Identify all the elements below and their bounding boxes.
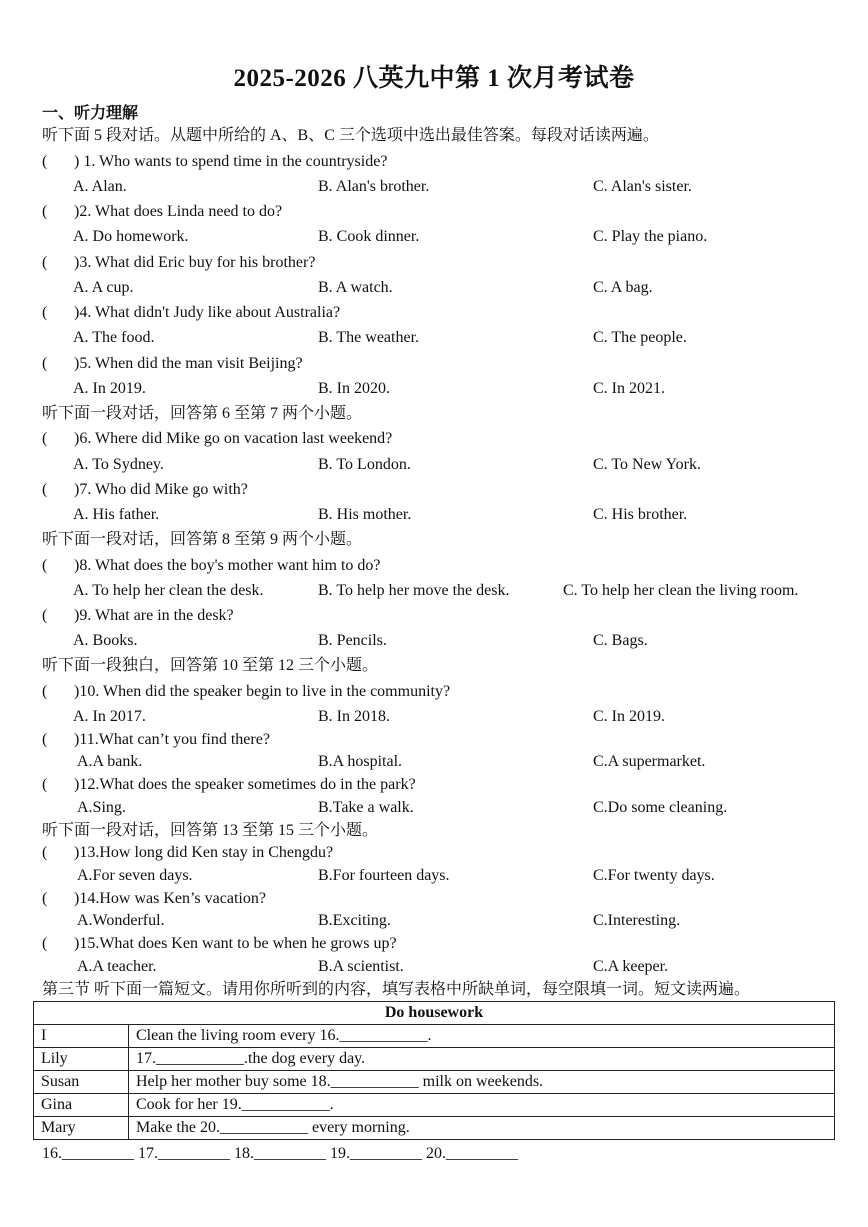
task-text: Cook for her 19.___________. — [129, 1094, 835, 1117]
option-c: C.A keeper. — [593, 958, 669, 975]
answer-paren[interactable]: ( — [42, 304, 48, 321]
option-a: A.For seven days. — [77, 867, 193, 884]
question-10 — [42, 682, 450, 702]
person-name: Susan — [34, 1071, 129, 1094]
answer-paren[interactable]: ( — [42, 481, 48, 498]
answer-paren[interactable]: ( — [42, 890, 48, 907]
question-stem: )2. What does Linda need to do? — [74, 203, 283, 220]
question-12 — [42, 775, 416, 795]
answer-paren[interactable]: ( — [42, 355, 48, 372]
option-c: C. In 2019. — [593, 708, 665, 725]
task-text: Make the 20.___________ every morning. — [129, 1117, 835, 1140]
question-8 — [42, 556, 381, 576]
question-stem: )10. When did the speaker begin to live in the community? — [74, 683, 451, 700]
instruction-q13-15: 听下面一段对话，回答第 13 至第 15 三个小题。 — [42, 822, 379, 839]
question-stem: )8. What does the boy's mother want him to do? — [74, 557, 381, 574]
question-5 — [42, 354, 303, 374]
instruction-part1: 听下面 5 段对话。从题中所给的 A、B、C 三个选项中选出最佳答案。每段对话读两遍。 — [42, 127, 659, 144]
answer-paren[interactable]: ( — [42, 683, 48, 700]
table-row — [34, 1117, 835, 1140]
option-b: B. Alan's brother. — [318, 178, 430, 195]
answer-paren[interactable]: ( — [42, 844, 48, 861]
option-b: B. The weather. — [318, 329, 420, 346]
option-b: B. His mother. — [318, 506, 412, 523]
option-b: B.Take a walk. — [318, 799, 414, 816]
option-b: B. In 2020. — [318, 380, 390, 397]
option-b: B. Cook dinner. — [318, 228, 420, 245]
option-c: C. His brother. — [593, 506, 688, 523]
option-c: C. To help her clean the living room. — [563, 582, 799, 599]
option-a: A. His father. — [73, 506, 160, 523]
task-text: 17.___________.the dog every day. — [129, 1048, 835, 1071]
question-9 — [42, 606, 234, 626]
option-c: C. A bag. — [593, 279, 653, 296]
option-b: B. A watch. — [318, 279, 393, 296]
option-a: A. In 2019. — [73, 380, 146, 397]
question-14 — [42, 889, 266, 909]
option-a: A. To Sydney. — [73, 456, 164, 473]
question-stem: )3. What did Eric buy for his brother? — [74, 254, 316, 271]
question-stem: )6. Where did Mike go on vacation last weekend? — [74, 430, 393, 447]
option-c: C. In 2021. — [593, 380, 665, 397]
option-c: C.For twenty days. — [593, 867, 715, 884]
person-name: I — [34, 1025, 129, 1048]
table-row — [34, 1094, 835, 1117]
question-stem: )4. What didn't Judy like about Australia? — [74, 304, 341, 321]
option-b: B.For fourteen days. — [318, 867, 450, 884]
instruction-q6-7: 听下面一段对话，回答第 6 至第 7 两个小题。 — [42, 405, 363, 422]
option-c: C. Play the piano. — [593, 228, 708, 245]
person-name: Lily — [34, 1048, 129, 1071]
instruction-q8-9: 听下面一段对话，回答第 8 至第 9 两个小题。 — [42, 531, 363, 548]
task-text: Clean the living room every 16.___________. — [129, 1025, 835, 1048]
person-name: Mary — [34, 1117, 129, 1140]
option-c: C.A supermarket. — [593, 753, 706, 770]
answer-paren[interactable]: ( — [42, 731, 48, 748]
option-c: C. Bags. — [593, 632, 648, 649]
option-b: B. Pencils. — [318, 632, 387, 649]
question-stem: )7. Who did Mike go with? — [74, 481, 248, 498]
option-c: C.Do some cleaning. — [593, 799, 728, 816]
question-1 — [42, 152, 387, 172]
answer-paren[interactable]: ( — [42, 935, 48, 952]
table-row — [34, 1048, 835, 1071]
person-name: Gina — [34, 1094, 129, 1117]
question-stem: )13.How long did Ken stay in Chengdu? — [74, 844, 334, 861]
option-b: B. To London. — [318, 456, 411, 473]
option-b: B.A hospital. — [318, 753, 403, 770]
question-stem: )14.How was Ken’s vacation? — [74, 890, 266, 907]
option-b: B.Exciting. — [318, 912, 391, 929]
question-stem: ) 1. Who wants to spend time in the countryside? — [74, 153, 388, 170]
section3-instruction: 第三节 听下面一篇短文。请用你所听到的内容，填写表格中所缺单词，每空限填一词。短文读两遍。 — [42, 981, 751, 998]
question-4 — [42, 303, 340, 323]
answer-blanks-line[interactable]: 16._________ 17._________ 18._________ 19._________ 20._________ — [42, 1145, 518, 1162]
answer-paren[interactable]: ( — [42, 254, 48, 271]
option-c: C. The people. — [593, 329, 687, 346]
question-2 — [42, 202, 282, 222]
answer-paren[interactable]: ( — [42, 203, 48, 220]
option-a: A.A teacher. — [77, 958, 157, 975]
option-a: A. To help her clean the desk. — [73, 582, 264, 599]
instruction-q10-12: 听下面一段独白，回答第 10 至第 12 三个小题。 — [42, 657, 379, 674]
option-b: B.A scientist. — [318, 958, 404, 975]
option-c: C. Alan's sister. — [593, 178, 692, 195]
table-row — [34, 1025, 835, 1048]
option-a: A. In 2017. — [73, 708, 146, 725]
exam-title: 2025-2026 八英九中第 1 次月考试卷 — [233, 65, 635, 92]
option-a: A.A bank. — [77, 753, 143, 770]
option-c: C. To New York. — [593, 456, 701, 473]
answer-paren[interactable]: ( — [42, 430, 48, 447]
answer-paren[interactable]: ( — [42, 557, 48, 574]
question-stem: )15.What does Ken want to be when he grows up? — [74, 935, 397, 952]
option-b: B. To help her move the desk. — [318, 582, 510, 599]
question-6 — [42, 429, 392, 449]
option-a: A.Sing. — [77, 799, 126, 816]
option-a: A. Alan. — [73, 178, 127, 195]
housework-table — [33, 1001, 835, 1140]
option-a: A. The food. — [73, 329, 155, 346]
table-header: Do housework — [34, 1002, 835, 1025]
option-a: A. Do homework. — [73, 228, 189, 245]
question-3 — [42, 253, 315, 273]
table-row — [34, 1071, 835, 1094]
option-c: C.Interesting. — [593, 912, 681, 929]
section-heading-listening: 一、听力理解 — [42, 105, 139, 122]
table-header-row — [34, 1002, 835, 1025]
answer-paren[interactable]: ( — [42, 607, 48, 624]
question-stem: )9. What are in the desk? — [74, 607, 234, 624]
task-text: Help her mother buy some 18.___________ milk on weekends. — [129, 1071, 835, 1094]
question-11 — [42, 730, 270, 750]
option-a: A. A cup. — [73, 279, 134, 296]
question-stem: )5. When did the man visit Beijing? — [74, 355, 303, 372]
option-b: B. In 2018. — [318, 708, 390, 725]
option-a: A. Books. — [73, 632, 138, 649]
question-7 — [42, 480, 248, 500]
question-stem: )11.What can’t you find there? — [74, 731, 270, 748]
answer-paren[interactable]: ( — [42, 153, 48, 170]
answer-paren[interactable]: ( — [42, 776, 48, 793]
question-15 — [42, 934, 397, 954]
question-stem: )12.What does the speaker sometimes do in the park? — [74, 776, 416, 793]
option-a: A.Wonderful. — [77, 912, 165, 929]
question-13 — [42, 843, 333, 863]
